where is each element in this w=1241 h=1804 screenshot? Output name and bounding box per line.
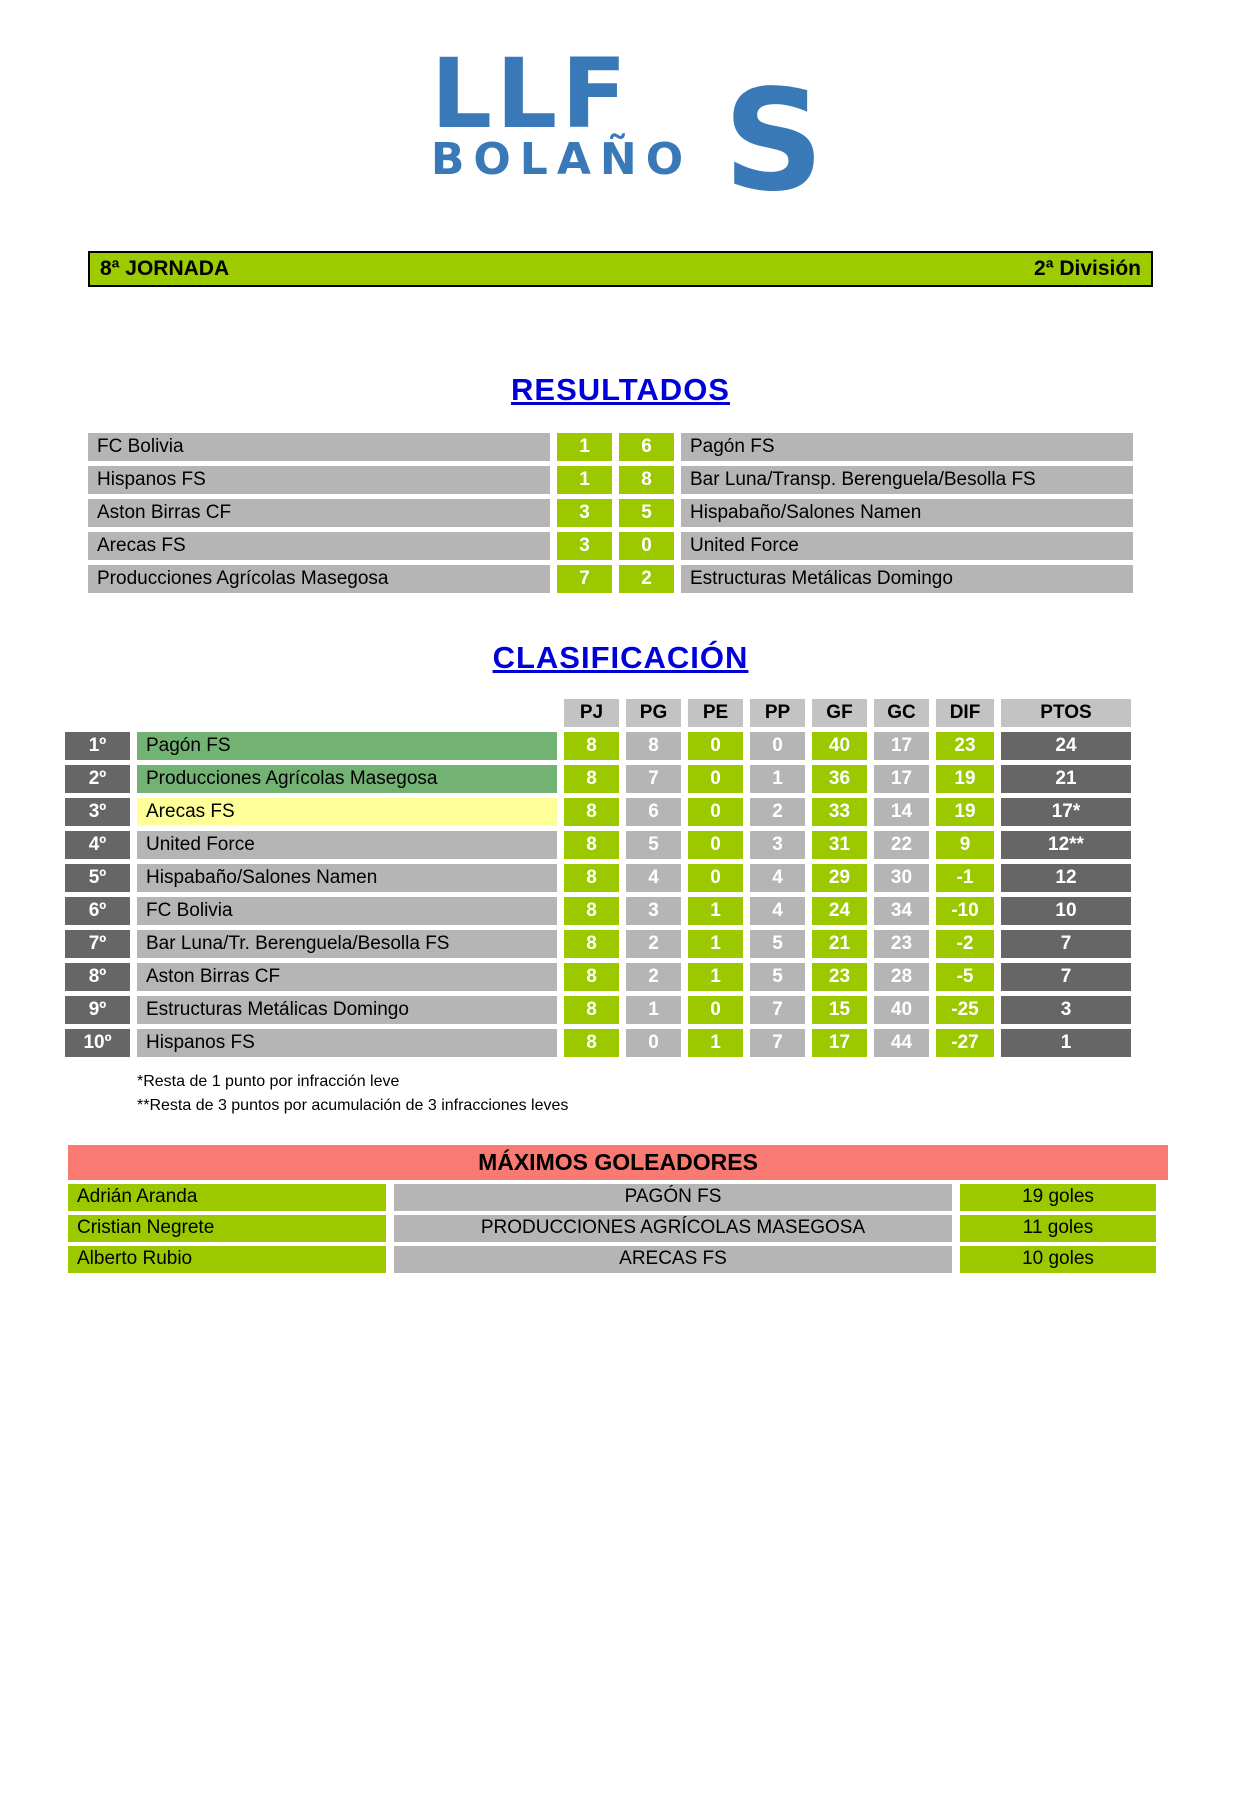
dif-cell: -25: [936, 996, 994, 1024]
scorer-name: Adrián Aranda: [68, 1184, 386, 1211]
division-label: 2ª División: [1034, 257, 1141, 281]
pj-cell: 8: [564, 831, 619, 859]
away-score: 8: [619, 466, 674, 494]
home-team: Aston Birras CF: [88, 499, 550, 527]
pj-cell: 8: [564, 732, 619, 760]
away-team: United Force: [681, 532, 1133, 560]
pj-cell: 8: [564, 897, 619, 925]
resultados-table: [81, 428, 1140, 598]
pe-cell: 0: [688, 831, 743, 859]
scorer-goals: 19 goles: [960, 1184, 1156, 1211]
goleadores-section: [0, 1145, 1241, 1277]
gc-cell: 17: [874, 765, 929, 793]
scorer-club: PRODUCCIONES AGRÍCOLAS MASEGOSA: [394, 1215, 952, 1242]
logo-llf-text: LLF: [430, 38, 631, 150]
pp-cell: 2: [750, 798, 805, 826]
pj-cell: 8: [564, 864, 619, 892]
pj-cell: 8: [564, 798, 619, 826]
resultados-title: RESULTADOS: [511, 372, 730, 408]
position-cell: 7º: [65, 930, 130, 958]
gf-cell: 33: [812, 798, 867, 826]
pj-cell: 8: [564, 1029, 619, 1057]
position-cell: 2º: [65, 765, 130, 793]
pe-cell: 1: [688, 897, 743, 925]
pe-cell: 1: [688, 1029, 743, 1057]
pg-cell: 2: [626, 963, 681, 991]
gf-cell: 29: [812, 864, 867, 892]
standings-row: [65, 732, 1131, 760]
away-score: 2: [619, 565, 674, 593]
pe-cell: 0: [688, 765, 743, 793]
pg-cell: 4: [626, 864, 681, 892]
position-cell: 3º: [65, 798, 130, 826]
ptos-cell: 21: [1001, 765, 1131, 793]
col-header-gf: GF: [812, 699, 867, 727]
ptos-cell: 1: [1001, 1029, 1131, 1057]
logo-bolano-text: BOLAÑO: [430, 134, 693, 186]
pg-cell: 1: [626, 996, 681, 1024]
goleadores-title: MÁXIMOS GOLEADORES: [68, 1145, 1168, 1180]
away-team: Estructuras Metálicas Domingo: [681, 565, 1133, 593]
pp-cell: 1: [750, 765, 805, 793]
pp-cell: 0: [750, 732, 805, 760]
pe-cell: 0: [688, 732, 743, 760]
scorer-name: Alberto Rubio: [68, 1246, 386, 1273]
goleadores-table: [60, 1180, 1164, 1277]
gc-cell: 30: [874, 864, 929, 892]
gf-cell: 17: [812, 1029, 867, 1057]
match-row: [88, 532, 1133, 560]
gc-cell: 28: [874, 963, 929, 991]
footnote-2: **Resta de 3 puntos por acumulación de 3 infracciones leves: [137, 1096, 569, 1114]
col-header-ptos: PTOS: [1001, 699, 1131, 727]
standings-row: [65, 996, 1131, 1024]
team-cell: Estructuras Metálicas Domingo: [137, 996, 557, 1024]
position-cell: 1º: [65, 732, 130, 760]
footnote-1: *Resta de 1 punto por infracción leve: [137, 1073, 400, 1091]
scorer-row: [68, 1246, 1156, 1273]
home-score: 3: [557, 499, 612, 527]
pj-cell: 8: [564, 963, 619, 991]
pe-cell: 1: [688, 963, 743, 991]
clasificacion-table: [58, 694, 1138, 1062]
standings-row: [65, 963, 1131, 991]
pe-cell: 0: [688, 864, 743, 892]
gc-cell: 23: [874, 930, 929, 958]
gf-cell: 23: [812, 963, 867, 991]
home-team: FC Bolivia: [88, 433, 550, 461]
pg-cell: 6: [626, 798, 681, 826]
scorer-club: PAGÓN FS: [394, 1184, 952, 1211]
dif-cell: 23: [936, 732, 994, 760]
pg-cell: 2: [626, 930, 681, 958]
position-cell: 4º: [65, 831, 130, 859]
logo: [0, 38, 1241, 223]
away-score: 6: [619, 433, 674, 461]
pp-cell: 7: [750, 996, 805, 1024]
llfs-logo: [430, 38, 825, 223]
match-row: [88, 433, 1133, 461]
clasificacion-title: CLASIFICACIÓN: [492, 640, 749, 676]
dif-cell: -1: [936, 864, 994, 892]
team-cell: Hispanos FS: [137, 1029, 557, 1057]
ptos-cell: 24: [1001, 732, 1131, 760]
team-cell: FC Bolivia: [137, 897, 557, 925]
home-score: 3: [557, 532, 612, 560]
footnotes: [137, 1070, 1241, 1116]
match-row: [88, 499, 1133, 527]
blank-header: [137, 699, 557, 727]
home-score: 7: [557, 565, 612, 593]
scorer-goals: 11 goles: [960, 1215, 1156, 1242]
match-row: [88, 565, 1133, 593]
pg-cell: 7: [626, 765, 681, 793]
ptos-cell: 10: [1001, 897, 1131, 925]
pj-cell: 8: [564, 996, 619, 1024]
position-cell: 8º: [65, 963, 130, 991]
ptos-cell: 12: [1001, 864, 1131, 892]
standings-row: [65, 897, 1131, 925]
pj-cell: 8: [564, 765, 619, 793]
scorer-club: ARECAS FS: [394, 1246, 952, 1273]
gf-cell: 40: [812, 732, 867, 760]
pe-cell: 0: [688, 996, 743, 1024]
team-cell: United Force: [137, 831, 557, 859]
gc-cell: 40: [874, 996, 929, 1024]
dif-cell: 19: [936, 798, 994, 826]
standings-row: [65, 930, 1131, 958]
standings-row: [65, 864, 1131, 892]
home-score: 1: [557, 466, 612, 494]
team-cell: Hispabaño/Salones Namen: [137, 864, 557, 892]
col-header-pg: PG: [626, 699, 681, 727]
away-score: 5: [619, 499, 674, 527]
pg-cell: 8: [626, 732, 681, 760]
pe-cell: 0: [688, 798, 743, 826]
dif-cell: 19: [936, 765, 994, 793]
home-team: Producciones Agrícolas Masegosa: [88, 565, 550, 593]
match-row: [88, 466, 1133, 494]
position-cell: 5º: [65, 864, 130, 892]
team-cell: Arecas FS: [137, 798, 557, 826]
dif-cell: -2: [936, 930, 994, 958]
standings-row: [65, 798, 1131, 826]
scorer-goals: 10 goles: [960, 1246, 1156, 1273]
away-team: Hispabaño/Salones Namen: [681, 499, 1133, 527]
standings-row: [65, 831, 1131, 859]
ptos-cell: 3: [1001, 996, 1131, 1024]
col-header-pp: PP: [750, 699, 805, 727]
col-header-pj: PJ: [564, 699, 619, 727]
home-score: 1: [557, 433, 612, 461]
team-cell: Producciones Agrícolas Masegosa: [137, 765, 557, 793]
team-cell: Pagón FS: [137, 732, 557, 760]
ptos-cell: 12**: [1001, 831, 1131, 859]
gf-cell: 36: [812, 765, 867, 793]
pp-cell: 4: [750, 864, 805, 892]
standings-row: [65, 1029, 1131, 1057]
position-cell: 10º: [65, 1029, 130, 1057]
pj-cell: 8: [564, 930, 619, 958]
dif-cell: 9: [936, 831, 994, 859]
col-header-gc: GC: [874, 699, 929, 727]
gf-cell: 31: [812, 831, 867, 859]
ptos-cell: 7: [1001, 930, 1131, 958]
team-cell: Bar Luna/Tr. Berenguela/Besolla FS: [137, 930, 557, 958]
home-team: Hispanos FS: [88, 466, 550, 494]
gf-cell: 24: [812, 897, 867, 925]
away-team: Bar Luna/Transp. Berenguela/Besolla FS: [681, 466, 1133, 494]
dif-cell: -27: [936, 1029, 994, 1057]
gf-cell: 15: [812, 996, 867, 1024]
away-score: 0: [619, 532, 674, 560]
gc-cell: 34: [874, 897, 929, 925]
gc-cell: 44: [874, 1029, 929, 1057]
ptos-cell: 17*: [1001, 798, 1131, 826]
position-cell: 6º: [65, 897, 130, 925]
dif-cell: -5: [936, 963, 994, 991]
gc-cell: 17: [874, 732, 929, 760]
scorer-name: Cristian Negrete: [68, 1215, 386, 1242]
position-cell: 9º: [65, 996, 130, 1024]
gc-cell: 22: [874, 831, 929, 859]
pe-cell: 1: [688, 930, 743, 958]
pg-cell: 3: [626, 897, 681, 925]
logo-big-s: S: [723, 60, 825, 223]
pg-cell: 0: [626, 1029, 681, 1057]
home-team: Arecas FS: [88, 532, 550, 560]
ptos-cell: 7: [1001, 963, 1131, 991]
scorer-row: [68, 1184, 1156, 1211]
gc-cell: 14: [874, 798, 929, 826]
pp-cell: 4: [750, 897, 805, 925]
clasificacion-header-row: [65, 699, 1131, 727]
standings-row: [65, 765, 1131, 793]
blank-header: [65, 699, 130, 727]
team-cell: Aston Birras CF: [137, 963, 557, 991]
gf-cell: 21: [812, 930, 867, 958]
dif-cell: -10: [936, 897, 994, 925]
away-team: Pagón FS: [681, 433, 1133, 461]
scorer-row: [68, 1215, 1156, 1242]
jornada-header-bar: [88, 251, 1153, 287]
jornada-label: 8ª JORNADA: [100, 257, 230, 281]
col-header-dif: DIF: [936, 699, 994, 727]
col-header-pe: PE: [688, 699, 743, 727]
pp-cell: 5: [750, 930, 805, 958]
pg-cell: 5: [626, 831, 681, 859]
pp-cell: 5: [750, 963, 805, 991]
pp-cell: 7: [750, 1029, 805, 1057]
pp-cell: 3: [750, 831, 805, 859]
